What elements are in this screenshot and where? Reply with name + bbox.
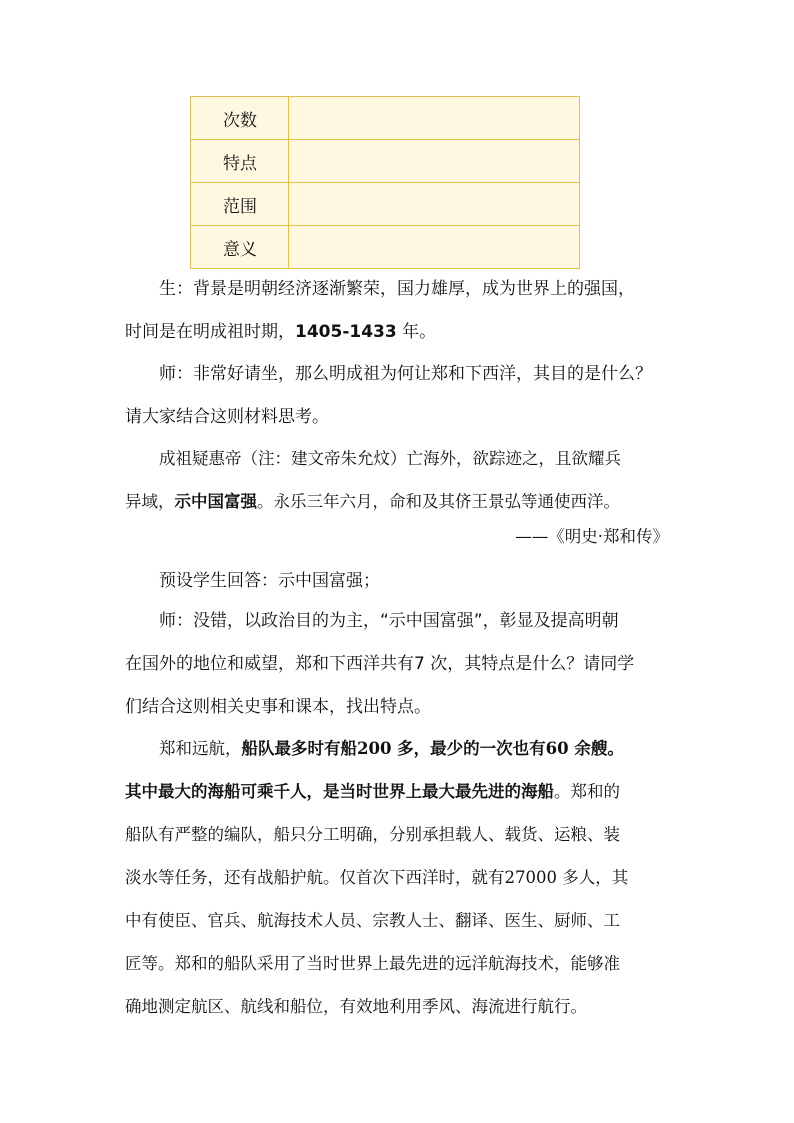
text-span: 郑和远航， bbox=[159, 739, 242, 758]
text-span: 时间是在明成祖时期， bbox=[125, 322, 295, 342]
text-line: 确地测定航区、航线和船位，有效地利用季风、海流进行航行。 bbox=[125, 997, 587, 1016]
text-line: 匠等。郑和的船队采用了当时世界上最先进的远洋航海技术，能够准 bbox=[125, 954, 620, 973]
text-line: 们结合这则相关史事和课本，找出特点。 bbox=[125, 697, 431, 717]
quote-ming-history bbox=[125, 437, 680, 523]
text-line: 淡水等任务，还有战船护航。仅首次下西洋时，就有27000 多人，其 bbox=[125, 868, 629, 887]
text-line bbox=[125, 727, 680, 770]
years-span: 1405-1433 bbox=[295, 322, 397, 342]
table-cell-label: 特点 bbox=[191, 140, 289, 183]
table-cell-label: 范围 bbox=[191, 183, 289, 226]
text-line: 请大家结合这则材料思考。 bbox=[125, 407, 329, 427]
summary-table bbox=[190, 96, 580, 269]
text-line: 师：非常好请坐，那么明成祖为何让郑和下西洋，其目的是什么？ bbox=[159, 364, 652, 384]
text-span: 。永乐三年六月，命和及其侪王景弘等通使西洋。 bbox=[257, 492, 620, 511]
text-line: 在国外的地位和威望，郑和下西洋共有7 次，其特点是什么？请同学 bbox=[125, 654, 635, 674]
text-line: 船队有严整的编队，船只分工明确，分别承担载人、载货、运粮、装 bbox=[125, 825, 620, 844]
table-cell-label: 次数 bbox=[191, 97, 289, 140]
text-line bbox=[125, 311, 680, 354]
table-cell-value bbox=[288, 97, 579, 140]
table-row bbox=[191, 140, 580, 183]
text-span: 年。 bbox=[396, 322, 437, 342]
table-cell-value bbox=[288, 140, 579, 183]
table-cell-value bbox=[288, 183, 579, 226]
quote-zhenghe-voyage bbox=[125, 727, 680, 1028]
text-line bbox=[125, 770, 680, 813]
text-span: 。郑和的 bbox=[554, 782, 620, 801]
emphasis-span: 其中最大的海船可乘千人，是当时世界上最大最先进的海船 bbox=[125, 782, 554, 801]
emphasis-span: 示中国富强 bbox=[174, 492, 257, 511]
text-line: 成祖疑惠帝（注：建文帝朱允炆）亡海外，欲踪迹之，且欲耀兵 bbox=[159, 449, 621, 468]
text-line: 中有使臣、官兵、航海技术人员、宗教人士、翻译、医生、厨师、工 bbox=[125, 911, 620, 930]
table-cell-label: 意义 bbox=[191, 226, 289, 269]
text-span: 异域， bbox=[125, 492, 175, 511]
text-line: 师：没错，以政治目的为主，“示中国富强”，彰显及提高明朝 bbox=[159, 611, 619, 631]
text-line: 预设学生回答：示中国富强； bbox=[159, 571, 380, 591]
table-cell-value bbox=[288, 226, 579, 269]
table-row bbox=[191, 97, 580, 140]
paragraph-teacher-followup bbox=[125, 600, 680, 729]
paragraph-student-answer bbox=[125, 268, 680, 354]
paragraph-teacher-question bbox=[125, 353, 680, 439]
paragraph-expected-answer bbox=[125, 560, 680, 603]
text-line: 生：背景是明朝经济逐渐繁荣，国力雄厚，成为世界上的强国， bbox=[159, 279, 635, 299]
quote-source: ——《明史·郑和传》 bbox=[515, 527, 669, 546]
emphasis-span: 船队最多时有船200 多，最少的一次也有60 余艘。 bbox=[241, 739, 624, 758]
table-row bbox=[191, 183, 580, 226]
table-row bbox=[191, 226, 580, 269]
